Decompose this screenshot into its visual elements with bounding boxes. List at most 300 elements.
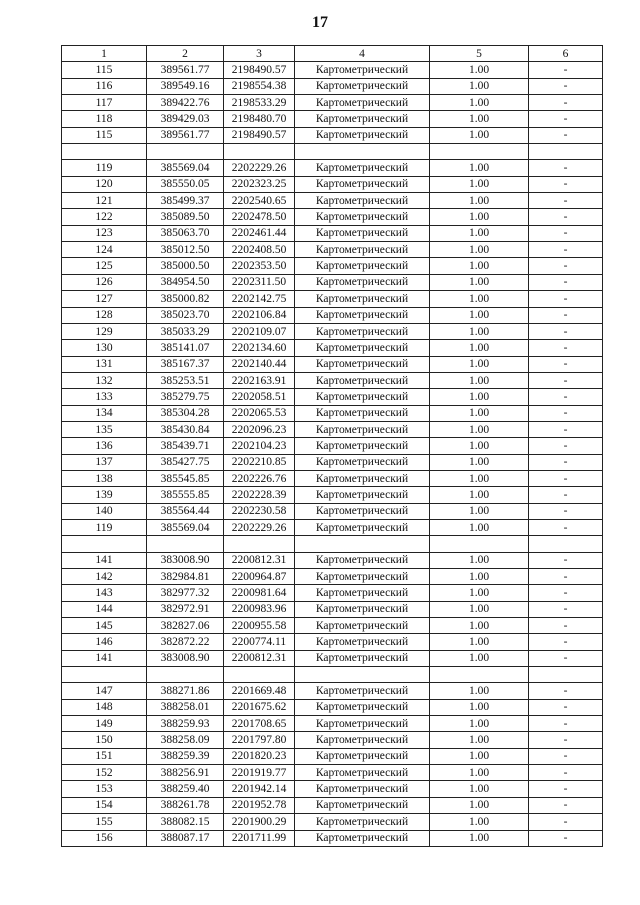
method-cell: Картометрический bbox=[295, 372, 430, 388]
accuracy-cell bbox=[430, 536, 529, 552]
column-header: 6 bbox=[529, 46, 603, 62]
point-number-cell: 140 bbox=[62, 503, 147, 519]
column-header: 3 bbox=[224, 46, 295, 62]
accuracy-cell: 1.00 bbox=[430, 62, 529, 78]
table-row bbox=[62, 699, 603, 715]
x-coordinate-cell: 389429.03 bbox=[147, 111, 224, 127]
x-coordinate-cell: 383008.90 bbox=[147, 650, 224, 666]
table-row bbox=[62, 78, 603, 94]
point-number-cell bbox=[62, 536, 147, 552]
note-cell: - bbox=[529, 454, 603, 470]
accuracy-cell: 1.00 bbox=[430, 569, 529, 585]
note-cell: - bbox=[529, 830, 603, 846]
accuracy-cell: 1.00 bbox=[430, 95, 529, 111]
x-coordinate-cell: 385545.85 bbox=[147, 470, 224, 486]
point-number-cell: 148 bbox=[62, 699, 147, 715]
note-cell: - bbox=[529, 62, 603, 78]
x-coordinate-cell: 385304.28 bbox=[147, 405, 224, 421]
note-cell: - bbox=[529, 372, 603, 388]
y-coordinate-cell bbox=[224, 144, 295, 160]
note-cell: - bbox=[529, 683, 603, 699]
y-coordinate-cell: 2202311.50 bbox=[224, 274, 295, 290]
x-coordinate-cell: 385033.29 bbox=[147, 323, 224, 339]
x-coordinate-cell: 385167.37 bbox=[147, 356, 224, 372]
accuracy-cell: 1.00 bbox=[430, 618, 529, 634]
table-row bbox=[62, 748, 603, 764]
note-cell bbox=[529, 536, 603, 552]
point-number-cell: 122 bbox=[62, 209, 147, 225]
point-number-cell: 119 bbox=[62, 519, 147, 535]
y-coordinate-cell: 2202109.07 bbox=[224, 323, 295, 339]
y-coordinate-cell: 2202163.91 bbox=[224, 372, 295, 388]
x-coordinate-cell: 385141.07 bbox=[147, 340, 224, 356]
accuracy-cell: 1.00 bbox=[430, 323, 529, 339]
x-coordinate-cell: 383008.90 bbox=[147, 552, 224, 568]
accuracy-cell: 1.00 bbox=[430, 176, 529, 192]
x-coordinate-cell: 382984.81 bbox=[147, 569, 224, 585]
y-coordinate-cell: 2201942.14 bbox=[224, 781, 295, 797]
method-cell: Картометрический bbox=[295, 552, 430, 568]
note-cell: - bbox=[529, 814, 603, 830]
y-coordinate-cell: 2202210.85 bbox=[224, 454, 295, 470]
point-number-cell: 155 bbox=[62, 814, 147, 830]
note-cell: - bbox=[529, 307, 603, 323]
table-header-row bbox=[62, 46, 603, 62]
point-number-cell: 147 bbox=[62, 683, 147, 699]
table-row bbox=[62, 650, 603, 666]
accuracy-cell bbox=[430, 667, 529, 683]
note-cell: - bbox=[529, 242, 603, 258]
accuracy-cell: 1.00 bbox=[430, 340, 529, 356]
note-cell: - bbox=[529, 389, 603, 405]
x-coordinate-cell: 388259.39 bbox=[147, 748, 224, 764]
note-cell: - bbox=[529, 405, 603, 421]
y-coordinate-cell: 2198554.38 bbox=[224, 78, 295, 94]
note-cell: - bbox=[529, 291, 603, 307]
method-cell: Картометрический bbox=[295, 683, 430, 699]
method-cell: Картометрический bbox=[295, 62, 430, 78]
x-coordinate-cell: 382972.91 bbox=[147, 601, 224, 617]
x-coordinate-cell: 384954.50 bbox=[147, 274, 224, 290]
point-number-cell: 115 bbox=[62, 127, 147, 143]
point-number-cell: 124 bbox=[62, 242, 147, 258]
x-coordinate-cell: 385439.71 bbox=[147, 438, 224, 454]
y-coordinate-cell: 2202058.51 bbox=[224, 389, 295, 405]
note-cell: - bbox=[529, 78, 603, 94]
accuracy-cell: 1.00 bbox=[430, 274, 529, 290]
method-cell: Картометрический bbox=[295, 95, 430, 111]
table-row bbox=[62, 160, 603, 176]
note-cell bbox=[529, 667, 603, 683]
x-coordinate-cell: 388259.93 bbox=[147, 716, 224, 732]
y-coordinate-cell: 2201669.48 bbox=[224, 683, 295, 699]
accuracy-cell bbox=[430, 144, 529, 160]
table-row bbox=[62, 797, 603, 813]
method-cell: Картометрический bbox=[295, 176, 430, 192]
method-cell: Картометрический bbox=[295, 111, 430, 127]
x-coordinate-cell bbox=[147, 667, 224, 683]
x-coordinate-cell: 388256.91 bbox=[147, 765, 224, 781]
y-coordinate-cell: 2201797.80 bbox=[224, 732, 295, 748]
y-coordinate-cell: 2202106.84 bbox=[224, 307, 295, 323]
point-number-cell: 134 bbox=[62, 405, 147, 421]
table-row bbox=[62, 765, 603, 781]
accuracy-cell: 1.00 bbox=[430, 470, 529, 486]
method-cell: Картометрический bbox=[295, 503, 430, 519]
method-cell: Картометрический bbox=[295, 797, 430, 813]
method-cell: Картометрический bbox=[295, 127, 430, 143]
point-number-cell: 120 bbox=[62, 176, 147, 192]
method-cell: Картометрический bbox=[295, 340, 430, 356]
point-number-cell: 132 bbox=[62, 372, 147, 388]
coordinates-table bbox=[61, 45, 603, 847]
accuracy-cell: 1.00 bbox=[430, 421, 529, 437]
method-cell: Картометрический bbox=[295, 356, 430, 372]
y-coordinate-cell: 2202228.39 bbox=[224, 487, 295, 503]
column-header: 1 bbox=[62, 46, 147, 62]
table-spacer-row bbox=[62, 667, 603, 683]
table-row bbox=[62, 274, 603, 290]
x-coordinate-cell: 389549.16 bbox=[147, 78, 224, 94]
method-cell: Картометрический bbox=[295, 225, 430, 241]
table-row bbox=[62, 552, 603, 568]
accuracy-cell: 1.00 bbox=[430, 716, 529, 732]
accuracy-cell: 1.00 bbox=[430, 585, 529, 601]
point-number-cell: 116 bbox=[62, 78, 147, 94]
x-coordinate-cell: 385569.04 bbox=[147, 160, 224, 176]
table-row bbox=[62, 405, 603, 421]
note-cell: - bbox=[529, 552, 603, 568]
table-row bbox=[62, 503, 603, 519]
point-number-cell: 149 bbox=[62, 716, 147, 732]
note-cell: - bbox=[529, 601, 603, 617]
x-coordinate-cell: 385000.50 bbox=[147, 258, 224, 274]
note-cell: - bbox=[529, 650, 603, 666]
x-coordinate-cell: 389561.77 bbox=[147, 62, 224, 78]
accuracy-cell: 1.00 bbox=[430, 519, 529, 535]
y-coordinate-cell: 2201708.65 bbox=[224, 716, 295, 732]
note-cell: - bbox=[529, 274, 603, 290]
note-cell: - bbox=[529, 340, 603, 356]
y-coordinate-cell: 2201952.78 bbox=[224, 797, 295, 813]
note-cell: - bbox=[529, 421, 603, 437]
accuracy-cell: 1.00 bbox=[430, 242, 529, 258]
note-cell: - bbox=[529, 748, 603, 764]
note-cell: - bbox=[529, 699, 603, 715]
x-coordinate-cell bbox=[147, 144, 224, 160]
point-number-cell: 119 bbox=[62, 160, 147, 176]
point-number-cell: 156 bbox=[62, 830, 147, 846]
method-cell: Картометрический bbox=[295, 209, 430, 225]
note-cell: - bbox=[529, 716, 603, 732]
method-cell: Картометрический bbox=[295, 274, 430, 290]
note-cell: - bbox=[529, 618, 603, 634]
method-cell: Картометрический bbox=[295, 699, 430, 715]
x-coordinate-cell: 388258.09 bbox=[147, 732, 224, 748]
column-header: 5 bbox=[430, 46, 529, 62]
y-coordinate-cell: 2201919.77 bbox=[224, 765, 295, 781]
table-row bbox=[62, 814, 603, 830]
method-cell: Картометрический bbox=[295, 307, 430, 323]
y-coordinate-cell: 2198533.29 bbox=[224, 95, 295, 111]
note-cell: - bbox=[529, 487, 603, 503]
method-cell: Картометрический bbox=[295, 193, 430, 209]
accuracy-cell: 1.00 bbox=[430, 830, 529, 846]
method-cell bbox=[295, 144, 430, 160]
point-number-cell bbox=[62, 144, 147, 160]
y-coordinate-cell: 2198480.70 bbox=[224, 111, 295, 127]
y-coordinate-cell: 2200955.58 bbox=[224, 618, 295, 634]
point-number-cell: 141 bbox=[62, 552, 147, 568]
note-cell: - bbox=[529, 356, 603, 372]
accuracy-cell: 1.00 bbox=[430, 225, 529, 241]
note-cell bbox=[529, 144, 603, 160]
accuracy-cell: 1.00 bbox=[430, 356, 529, 372]
y-coordinate-cell: 2198490.57 bbox=[224, 62, 295, 78]
point-number-cell: 126 bbox=[62, 274, 147, 290]
y-coordinate-cell: 2201675.62 bbox=[224, 699, 295, 715]
note-cell: - bbox=[529, 111, 603, 127]
method-cell: Картометрический bbox=[295, 160, 430, 176]
x-coordinate-cell: 385430.84 bbox=[147, 421, 224, 437]
method-cell: Картометрический bbox=[295, 258, 430, 274]
note-cell: - bbox=[529, 519, 603, 535]
y-coordinate-cell: 2202230.58 bbox=[224, 503, 295, 519]
point-number-cell: 128 bbox=[62, 307, 147, 323]
table-row bbox=[62, 421, 603, 437]
accuracy-cell: 1.00 bbox=[430, 487, 529, 503]
note-cell: - bbox=[529, 258, 603, 274]
table-row bbox=[62, 242, 603, 258]
method-cell: Картометрический bbox=[295, 634, 430, 650]
y-coordinate-cell: 2202323.25 bbox=[224, 176, 295, 192]
method-cell: Картометрический bbox=[295, 830, 430, 846]
y-coordinate-cell: 2202408.50 bbox=[224, 242, 295, 258]
accuracy-cell: 1.00 bbox=[430, 389, 529, 405]
x-coordinate-cell: 385564.44 bbox=[147, 503, 224, 519]
method-cell: Картометрический bbox=[295, 323, 430, 339]
method-cell: Картометрический bbox=[295, 242, 430, 258]
accuracy-cell: 1.00 bbox=[430, 438, 529, 454]
y-coordinate-cell: 2202142.75 bbox=[224, 291, 295, 307]
method-cell: Картометрический bbox=[295, 814, 430, 830]
x-coordinate-cell: 389422.76 bbox=[147, 95, 224, 111]
accuracy-cell: 1.00 bbox=[430, 78, 529, 94]
x-coordinate-cell: 385063.70 bbox=[147, 225, 224, 241]
point-number-cell: 139 bbox=[62, 487, 147, 503]
column-header: 2 bbox=[147, 46, 224, 62]
point-number-cell: 131 bbox=[62, 356, 147, 372]
x-coordinate-cell: 388258.01 bbox=[147, 699, 224, 715]
accuracy-cell: 1.00 bbox=[430, 127, 529, 143]
table-row bbox=[62, 618, 603, 634]
method-cell: Картометрический bbox=[295, 519, 430, 535]
method-cell: Картометрический bbox=[295, 732, 430, 748]
accuracy-cell: 1.00 bbox=[430, 258, 529, 274]
accuracy-cell: 1.00 bbox=[430, 683, 529, 699]
table-row bbox=[62, 781, 603, 797]
page-number: 17 bbox=[312, 14, 328, 31]
point-number-cell: 138 bbox=[62, 470, 147, 486]
method-cell bbox=[295, 667, 430, 683]
table-row bbox=[62, 323, 603, 339]
y-coordinate-cell: 2202096.23 bbox=[224, 421, 295, 437]
table-row bbox=[62, 258, 603, 274]
table-row bbox=[62, 601, 603, 617]
method-cell: Картометрический bbox=[295, 716, 430, 732]
table-spacer-row bbox=[62, 536, 603, 552]
table-row bbox=[62, 307, 603, 323]
point-number-cell: 123 bbox=[62, 225, 147, 241]
note-cell: - bbox=[529, 127, 603, 143]
method-cell: Картометрический bbox=[295, 765, 430, 781]
method-cell: Картометрический bbox=[295, 389, 430, 405]
x-coordinate-cell: 385279.75 bbox=[147, 389, 224, 405]
accuracy-cell: 1.00 bbox=[430, 503, 529, 519]
note-cell: - bbox=[529, 797, 603, 813]
table-row bbox=[62, 519, 603, 535]
method-cell: Картометрический bbox=[295, 454, 430, 470]
method-cell: Картометрический bbox=[295, 585, 430, 601]
y-coordinate-cell bbox=[224, 667, 295, 683]
note-cell: - bbox=[529, 781, 603, 797]
y-coordinate-cell: 2200812.31 bbox=[224, 650, 295, 666]
table-row bbox=[62, 470, 603, 486]
point-number-cell: 141 bbox=[62, 650, 147, 666]
x-coordinate-cell: 388082.15 bbox=[147, 814, 224, 830]
note-cell: - bbox=[529, 470, 603, 486]
accuracy-cell: 1.00 bbox=[430, 814, 529, 830]
table-row bbox=[62, 340, 603, 356]
x-coordinate-cell: 385000.82 bbox=[147, 291, 224, 307]
accuracy-cell: 1.00 bbox=[430, 193, 529, 209]
method-cell: Картометрический bbox=[295, 781, 430, 797]
y-coordinate-cell: 2202540.65 bbox=[224, 193, 295, 209]
point-number-cell: 118 bbox=[62, 111, 147, 127]
point-number-cell: 133 bbox=[62, 389, 147, 405]
accuracy-cell: 1.00 bbox=[430, 765, 529, 781]
note-cell: - bbox=[529, 634, 603, 650]
point-number-cell: 143 bbox=[62, 585, 147, 601]
point-number-cell: 151 bbox=[62, 748, 147, 764]
y-coordinate-cell: 2200774.11 bbox=[224, 634, 295, 650]
y-coordinate-cell: 2201900.29 bbox=[224, 814, 295, 830]
y-coordinate-cell bbox=[224, 536, 295, 552]
table-row bbox=[62, 716, 603, 732]
y-coordinate-cell: 2202478.50 bbox=[224, 209, 295, 225]
table-row bbox=[62, 438, 603, 454]
y-coordinate-cell: 2202229.26 bbox=[224, 519, 295, 535]
table-row bbox=[62, 111, 603, 127]
table-row bbox=[62, 634, 603, 650]
table-row bbox=[62, 62, 603, 78]
method-cell: Картометрический bbox=[295, 405, 430, 421]
accuracy-cell: 1.00 bbox=[430, 160, 529, 176]
note-cell: - bbox=[529, 160, 603, 176]
x-coordinate-cell: 382872.22 bbox=[147, 634, 224, 650]
point-number-cell: 154 bbox=[62, 797, 147, 813]
note-cell: - bbox=[529, 569, 603, 585]
method-cell: Картометрический bbox=[295, 650, 430, 666]
method-cell: Картометрический bbox=[295, 470, 430, 486]
accuracy-cell: 1.00 bbox=[430, 634, 529, 650]
point-number-cell bbox=[62, 667, 147, 683]
x-coordinate-cell: 382977.32 bbox=[147, 585, 224, 601]
accuracy-cell: 1.00 bbox=[430, 748, 529, 764]
x-coordinate-cell: 385089.50 bbox=[147, 209, 224, 225]
point-number-cell: 137 bbox=[62, 454, 147, 470]
accuracy-cell: 1.00 bbox=[430, 732, 529, 748]
table-row bbox=[62, 732, 603, 748]
point-number-cell: 152 bbox=[62, 765, 147, 781]
point-number-cell: 121 bbox=[62, 193, 147, 209]
note-cell: - bbox=[529, 225, 603, 241]
table-row bbox=[62, 454, 603, 470]
point-number-cell: 146 bbox=[62, 634, 147, 650]
note-cell: - bbox=[529, 323, 603, 339]
table-body bbox=[62, 62, 603, 847]
y-coordinate-cell: 2202065.53 bbox=[224, 405, 295, 421]
note-cell: - bbox=[529, 95, 603, 111]
method-cell: Картометрический bbox=[295, 748, 430, 764]
table-row bbox=[62, 372, 603, 388]
x-coordinate-cell: 385569.04 bbox=[147, 519, 224, 535]
accuracy-cell: 1.00 bbox=[430, 454, 529, 470]
x-coordinate-cell: 385427.75 bbox=[147, 454, 224, 470]
table-row bbox=[62, 176, 603, 192]
point-number-cell: 130 bbox=[62, 340, 147, 356]
note-cell: - bbox=[529, 585, 603, 601]
y-coordinate-cell: 2202353.50 bbox=[224, 258, 295, 274]
accuracy-cell: 1.00 bbox=[430, 699, 529, 715]
table-row bbox=[62, 585, 603, 601]
accuracy-cell: 1.00 bbox=[430, 291, 529, 307]
y-coordinate-cell: 2202461.44 bbox=[224, 225, 295, 241]
table-row bbox=[62, 389, 603, 405]
point-number-cell: 117 bbox=[62, 95, 147, 111]
x-coordinate-cell: 388271.86 bbox=[147, 683, 224, 699]
y-coordinate-cell: 2200812.31 bbox=[224, 552, 295, 568]
note-cell: - bbox=[529, 503, 603, 519]
accuracy-cell: 1.00 bbox=[430, 209, 529, 225]
x-coordinate-cell bbox=[147, 536, 224, 552]
note-cell: - bbox=[529, 193, 603, 209]
y-coordinate-cell: 2202226.76 bbox=[224, 470, 295, 486]
y-coordinate-cell: 2202104.23 bbox=[224, 438, 295, 454]
table-spacer-row bbox=[62, 144, 603, 160]
note-cell: - bbox=[529, 765, 603, 781]
y-coordinate-cell: 2201711.99 bbox=[224, 830, 295, 846]
y-coordinate-cell: 2202229.26 bbox=[224, 160, 295, 176]
accuracy-cell: 1.00 bbox=[430, 601, 529, 617]
accuracy-cell: 1.00 bbox=[430, 405, 529, 421]
table-row bbox=[62, 209, 603, 225]
method-cell: Картометрический bbox=[295, 618, 430, 634]
point-number-cell: 142 bbox=[62, 569, 147, 585]
table-row bbox=[62, 487, 603, 503]
y-coordinate-cell: 2202134.60 bbox=[224, 340, 295, 356]
x-coordinate-cell: 388259.40 bbox=[147, 781, 224, 797]
x-coordinate-cell: 385550.05 bbox=[147, 176, 224, 192]
point-number-cell: 150 bbox=[62, 732, 147, 748]
table-row bbox=[62, 356, 603, 372]
method-cell: Картометрический bbox=[295, 291, 430, 307]
note-cell: - bbox=[529, 732, 603, 748]
method-cell: Картометрический bbox=[295, 569, 430, 585]
method-cell bbox=[295, 536, 430, 552]
table-row bbox=[62, 95, 603, 111]
method-cell: Картометрический bbox=[295, 438, 430, 454]
